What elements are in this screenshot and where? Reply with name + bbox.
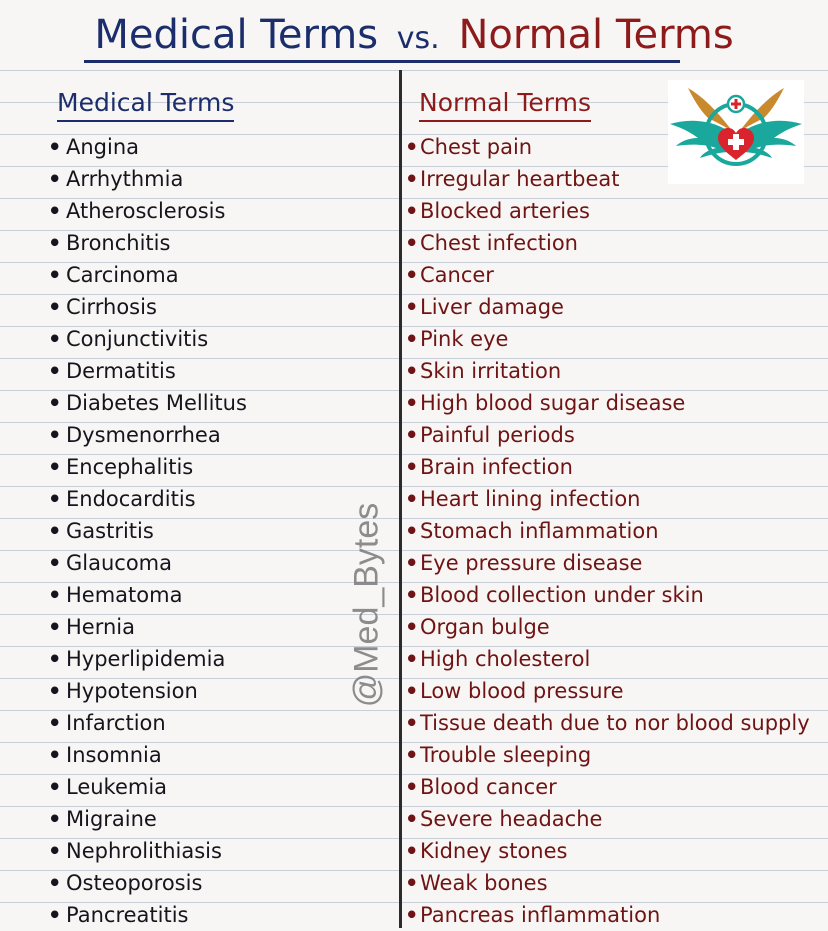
bullet-marker: •: [405, 455, 419, 479]
page-title: [0, 6, 828, 64]
bullet-marker: •: [405, 295, 419, 319]
bullet-marker: •: [48, 775, 62, 799]
medical-term-text: Hematoma: [66, 583, 183, 607]
normal-term-text: High blood sugar disease: [420, 391, 686, 415]
medical-term-text: Hyperlipidemia: [66, 647, 226, 671]
medical-term-item: [48, 675, 247, 707]
bullet-marker: •: [48, 807, 62, 831]
normal-term-text: Chest infection: [420, 231, 578, 255]
bullet-marker: •: [48, 551, 62, 575]
bullet-marker: •: [405, 487, 419, 511]
normal-term-item: [405, 515, 810, 547]
title-vs: vs.: [396, 21, 440, 56]
normal-term-item: [405, 227, 810, 259]
medical-term-text: Dysmenorrhea: [66, 423, 221, 447]
bullet-marker: •: [405, 615, 419, 639]
bullet-marker: •: [48, 263, 62, 287]
normal-term-item: [405, 291, 810, 323]
bullet-marker: •: [48, 839, 62, 863]
bullet-marker: •: [48, 519, 62, 543]
medical-term-item: [48, 131, 247, 163]
normal-term-item: [405, 675, 810, 707]
medical-term-item: [48, 835, 247, 867]
medical-term-item: [48, 803, 247, 835]
normal-term-text: Blood collection under skin: [420, 583, 704, 607]
medical-term-text: Diabetes Mellitus: [66, 391, 247, 415]
bullet-marker: •: [405, 327, 419, 351]
bullet-marker: •: [405, 647, 419, 671]
bullet-marker: •: [405, 807, 419, 831]
bullet-marker: •: [48, 135, 62, 159]
medical-term-item: [48, 739, 247, 771]
normal-term-text: Kidney stones: [420, 839, 568, 863]
normal-term-item: [405, 547, 810, 579]
medical-term-text: Infarction: [66, 711, 166, 735]
normal-term-text: Eye pressure disease: [420, 551, 643, 575]
normal-term-item: [405, 483, 810, 515]
bullet-marker: •: [405, 775, 419, 799]
normal-term-text: Brain infection: [420, 455, 573, 479]
medical-logo-icon: [668, 80, 804, 184]
normal-term-text: Blood cancer: [420, 775, 557, 799]
bullet-marker: •: [48, 647, 62, 671]
normal-term-text: Low blood pressure: [420, 679, 624, 703]
bullet-marker: •: [405, 199, 419, 223]
bullet-marker: •: [48, 615, 62, 639]
medical-term-item: [48, 643, 247, 675]
normal-term-text: High cholesterol: [420, 647, 591, 671]
bullet-marker: •: [405, 871, 419, 895]
watermark: [347, 490, 387, 720]
normal-term-text: Organ bulge: [420, 615, 550, 639]
normal-terms-header: Normal Terms: [419, 86, 591, 122]
bullet-marker: •: [405, 839, 419, 863]
normal-term-item: [405, 355, 810, 387]
normal-term-item: [405, 323, 810, 355]
medical-term-text: Endocarditis: [66, 487, 196, 511]
normal-term-text: Blocked arteries: [420, 199, 590, 223]
medical-term-text: Gastritis: [66, 519, 154, 543]
bullet-marker: •: [48, 359, 62, 383]
bullet-marker: •: [48, 903, 62, 927]
title-underline: [84, 60, 680, 63]
medical-term-text: Arrhythmia: [66, 167, 184, 191]
medical-term-item: [48, 899, 247, 931]
normal-term-text: Skin irritation: [420, 359, 562, 383]
medical-term-item: [48, 771, 247, 803]
normal-term-item: [405, 835, 810, 867]
bullet-marker: •: [48, 199, 62, 223]
bullet-marker: •: [405, 519, 419, 543]
bullet-marker: •: [405, 231, 419, 255]
bullet-marker: •: [48, 423, 62, 447]
bullet-marker: •: [48, 679, 62, 703]
medical-term-item: [48, 547, 247, 579]
normal-term-item: [405, 867, 810, 899]
medical-term-item: [48, 387, 247, 419]
normal-term-item: [405, 803, 810, 835]
bullet-marker: •: [405, 263, 419, 287]
normal-term-item: [405, 899, 810, 931]
medical-term-item: [48, 323, 247, 355]
normal-term-text: Pancreas inflammation: [420, 903, 661, 927]
normal-term-item: [405, 611, 810, 643]
medical-terms-list: [48, 131, 247, 931]
normal-term-item: [405, 451, 810, 483]
normal-term-item: [405, 739, 810, 771]
medical-term-item: [48, 355, 247, 387]
medical-term-text: Angina: [66, 135, 140, 159]
medical-term-item: [48, 611, 247, 643]
medical-term-item: [48, 451, 247, 483]
bullet-marker: •: [405, 167, 419, 191]
normal-term-text: Trouble sleeping: [420, 743, 592, 767]
normal-term-text: Heart lining infection: [420, 487, 641, 511]
bullet-marker: •: [48, 487, 62, 511]
normal-term-text: Irregular heartbeat: [420, 167, 620, 191]
bullet-marker: •: [48, 167, 62, 191]
normal-term-item: [405, 419, 810, 451]
title-medical: Medical Terms: [94, 12, 379, 58]
medical-term-item: [48, 515, 247, 547]
normal-term-text: Painful periods: [420, 423, 575, 447]
bullet-marker: •: [48, 455, 62, 479]
medical-term-text: Hypotension: [66, 679, 198, 703]
bullet-marker: •: [48, 711, 62, 735]
medical-term-text: Carcinoma: [66, 263, 179, 287]
normal-term-item: [405, 387, 810, 419]
normal-term-text: Weak bones: [420, 871, 548, 895]
normal-term-item: [405, 579, 810, 611]
bullet-marker: •: [48, 583, 62, 607]
normal-term-item: [405, 707, 810, 739]
bullet-marker: •: [48, 295, 62, 319]
normal-term-text: Stomach inflammation: [420, 519, 659, 543]
bullet-marker: •: [405, 391, 419, 415]
medical-term-text: Conjunctivitis: [66, 327, 209, 351]
bullet-marker: •: [48, 871, 62, 895]
bullet-marker: •: [405, 423, 419, 447]
medical-term-text: Pancreatitis: [66, 903, 189, 927]
bullet-marker: •: [405, 135, 419, 159]
medical-term-text: Nephrolithiasis: [66, 839, 222, 863]
normal-term-text: Severe headache: [420, 807, 603, 831]
normal-term-text: Tissue death due to nor blood supply: [420, 711, 810, 735]
medical-term-text: Glaucoma: [66, 551, 173, 575]
medical-term-item: [48, 579, 247, 611]
medical-term-text: Hernia: [66, 615, 135, 639]
medical-term-item: [48, 259, 247, 291]
medical-term-item: [48, 707, 247, 739]
bullet-marker: •: [405, 583, 419, 607]
normal-term-text: Cancer: [420, 263, 494, 287]
medical-term-item: [48, 483, 247, 515]
normal-terms-list: [405, 131, 810, 931]
medical-term-item: [48, 163, 247, 195]
medical-term-text: Atherosclerosis: [66, 199, 226, 223]
bullet-marker: •: [405, 711, 419, 735]
bullet-marker: •: [48, 231, 62, 255]
medical-term-item: [48, 291, 247, 323]
medical-term-text: Insomnia: [66, 743, 162, 767]
watermark-text: @Med_Bytes: [347, 502, 386, 708]
normal-term-text: Liver damage: [420, 295, 564, 319]
medical-term-text: Cirrhosis: [66, 295, 157, 319]
title-normal: Normal Terms: [458, 12, 734, 58]
normal-term-item: [405, 259, 810, 291]
bullet-marker: •: [405, 551, 419, 575]
normal-term-item: [405, 643, 810, 675]
bullet-marker: •: [405, 359, 419, 383]
bullet-marker: •: [405, 679, 419, 703]
medical-term-item: [48, 227, 247, 259]
medical-term-item: [48, 867, 247, 899]
bullet-marker: •: [48, 327, 62, 351]
medical-term-text: Encephalitis: [66, 455, 194, 479]
medical-terms-header: Medical Terms: [57, 86, 234, 122]
column-divider: [399, 70, 402, 928]
bullet-marker: •: [405, 903, 419, 927]
normal-term-text: Chest pain: [420, 135, 533, 159]
normal-term-item: [405, 195, 810, 227]
medical-term-item: [48, 195, 247, 227]
normal-term-text: Pink eye: [420, 327, 509, 351]
bullet-marker: •: [405, 743, 419, 767]
medical-term-text: Osteoporosis: [66, 871, 203, 895]
medical-term-text: Migraine: [66, 807, 157, 831]
medical-term-text: Dermatitis: [66, 359, 176, 383]
medical-term-item: [48, 419, 247, 451]
bullet-marker: •: [48, 743, 62, 767]
normal-term-item: [405, 771, 810, 803]
bullet-marker: •: [48, 391, 62, 415]
medical-term-text: Leukemia: [66, 775, 168, 799]
medical-term-text: Bronchitis: [66, 231, 171, 255]
